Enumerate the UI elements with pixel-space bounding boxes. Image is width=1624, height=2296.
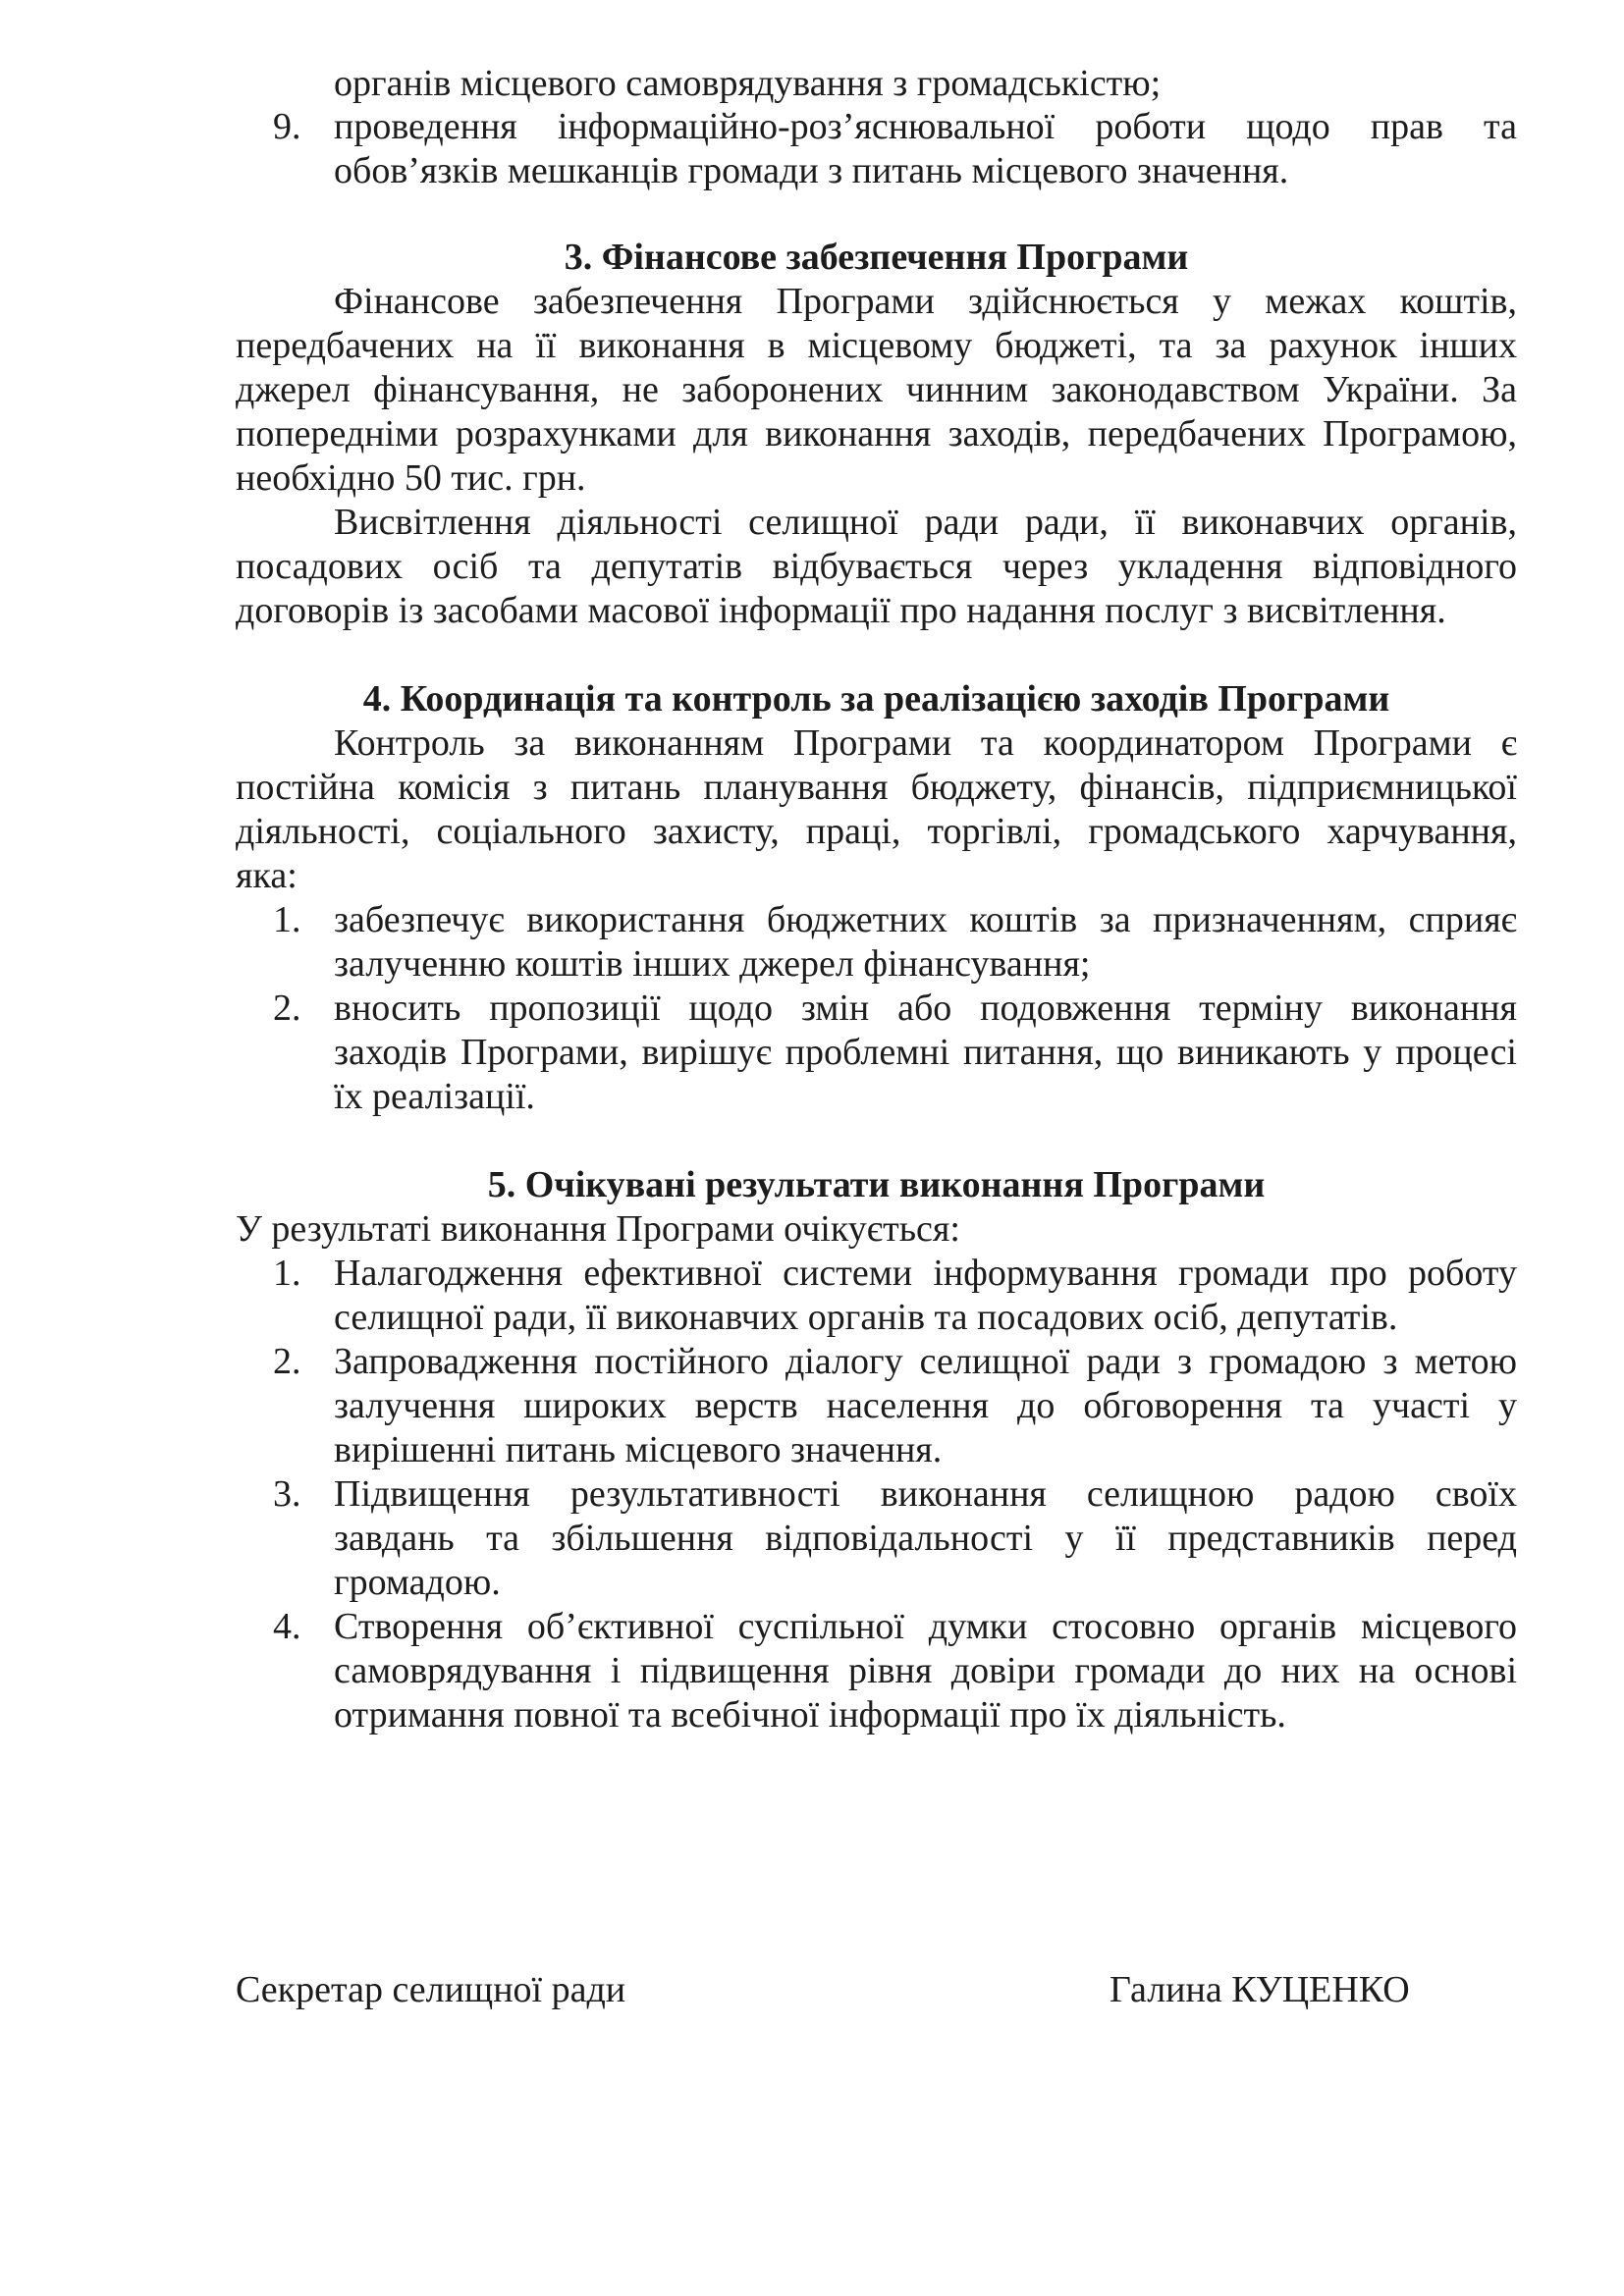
section-4-item-2-line: заходів Програми, вирішує проблемні питання, що виникають у процесі — [334, 1032, 1517, 1073]
list-item-continuation: органів місцевого самоврядування з громадськістю; — [334, 63, 1162, 104]
section-5-item-4-line: самоврядування і підвищення рівня довіри громади до них на основі — [334, 1650, 1517, 1691]
section-3-p1-line: попередніми розрахунками для виконання заходів, передбачених Програмою, — [236, 413, 1517, 454]
section-5-item-1-line: селищної ради, її виконавчих органів та посадових осіб, депутатів. — [334, 1297, 1398, 1338]
list-item-9-line2: обов’язків мешканців громади з питань місцевого значення. — [334, 150, 1289, 191]
section-4-item-1-line: залученню коштів інших джерел фінансування; — [334, 943, 1091, 985]
section-4-p1-line: Контроль за виконанням Програми та координатором Програми є — [334, 722, 1517, 764]
list-item-9-marker: 9. — [273, 106, 301, 147]
section-3-heading: 3. Фінансове забезпечення Програми — [564, 237, 1189, 278]
section-4-item-2-line: вносить пропозиції щодо змін або подовження терміну виконання — [334, 988, 1517, 1029]
section-5-item-3-line: громадою. — [334, 1562, 501, 1603]
section-4-p1-line: діяльності, соціального захисту, праці, торгівлі, громадського харчування, — [236, 811, 1517, 852]
section-3-p1-line: джерел фінансування, не заборонених чинним законодавством України. За — [236, 369, 1517, 410]
section-4-item-1-line: забезпечує використання бюджетних коштів за призначенням, сприяє — [334, 899, 1517, 940]
section-3-p1-line: необхідно 50 тис. грн. — [236, 457, 586, 499]
section-4-heading: 4. Координація та контроль за реалізацією заходів Програми — [362, 678, 1390, 720]
signature-name: Галина КУЦЕНКО — [1110, 1969, 1410, 2010]
section-4-item-2-marker: 2. — [273, 988, 301, 1029]
signature-position: Секретар селищної ради — [236, 1969, 626, 2010]
list-item-9-line1: проведення інформаційно-роз’яснювальної роботи щодо прав та — [334, 106, 1517, 147]
section-5-item-3-line: Підвищення результативності виконання селищною радою своїх — [334, 1473, 1517, 1515]
section-4-item-1-marker: 1. — [273, 899, 301, 940]
section-5-item-3-line: завдань та збільшення відповідальності у її представників перед — [334, 1518, 1517, 1559]
section-3-p1-line: передбачених на її виконання в місцевому бюджеті, та за рахунок інших — [236, 325, 1517, 366]
section-5-item-1-marker: 1. — [273, 1253, 301, 1294]
section-4-item-2-line: їх реалізації. — [334, 1076, 535, 1117]
section-5-heading: 5. Очікувані результати виконання Програми — [487, 1164, 1266, 1205]
section-5-item-2-line: Запровадження постійного діалогу селищної ради з громадою з метою — [334, 1341, 1517, 1382]
section-4-p1-line: постійна комісія з питань планування бюджету, фінансів, підприємницької — [236, 767, 1517, 808]
section-3-p2-line: Висвітлення діяльності селищної ради ради, її виконавчих органів, — [334, 502, 1517, 543]
section-3-p2-line: посадових осіб та депутатів відбувається через укладення відповідного — [236, 546, 1517, 587]
section-5-item-4-line: Створення об’єктивної суспільної думки стосовно органів місцевого — [334, 1606, 1517, 1647]
section-5-item-2-line: залучення широких верств населення до обговорення та участі у — [334, 1385, 1517, 1426]
section-5-item-3-marker: 3. — [273, 1473, 301, 1515]
section-5-item-2-marker: 2. — [273, 1341, 301, 1382]
section-5-item-1-line: Налагодження ефективної системи інформування громади про роботу — [334, 1253, 1517, 1294]
section-3-p2-line: договорів із засобами масової інформації про надання послуг з висвітлення. — [236, 590, 1446, 631]
section-3-p1-line: Фінансове забезпечення Програми здійснюється у межах коштів, — [334, 281, 1517, 322]
section-4-p1-line: яка: — [236, 855, 298, 896]
section-5-item-2-line: вирішенні питань місцевого значення. — [334, 1429, 943, 1470]
section-5-intro: У результаті виконання Програми очікується: — [236, 1208, 960, 1250]
section-5-item-4-marker: 4. — [273, 1606, 301, 1647]
section-5-item-4-line: отримання повної та всебічної інформації про їх діяльність. — [334, 1694, 1286, 1735]
